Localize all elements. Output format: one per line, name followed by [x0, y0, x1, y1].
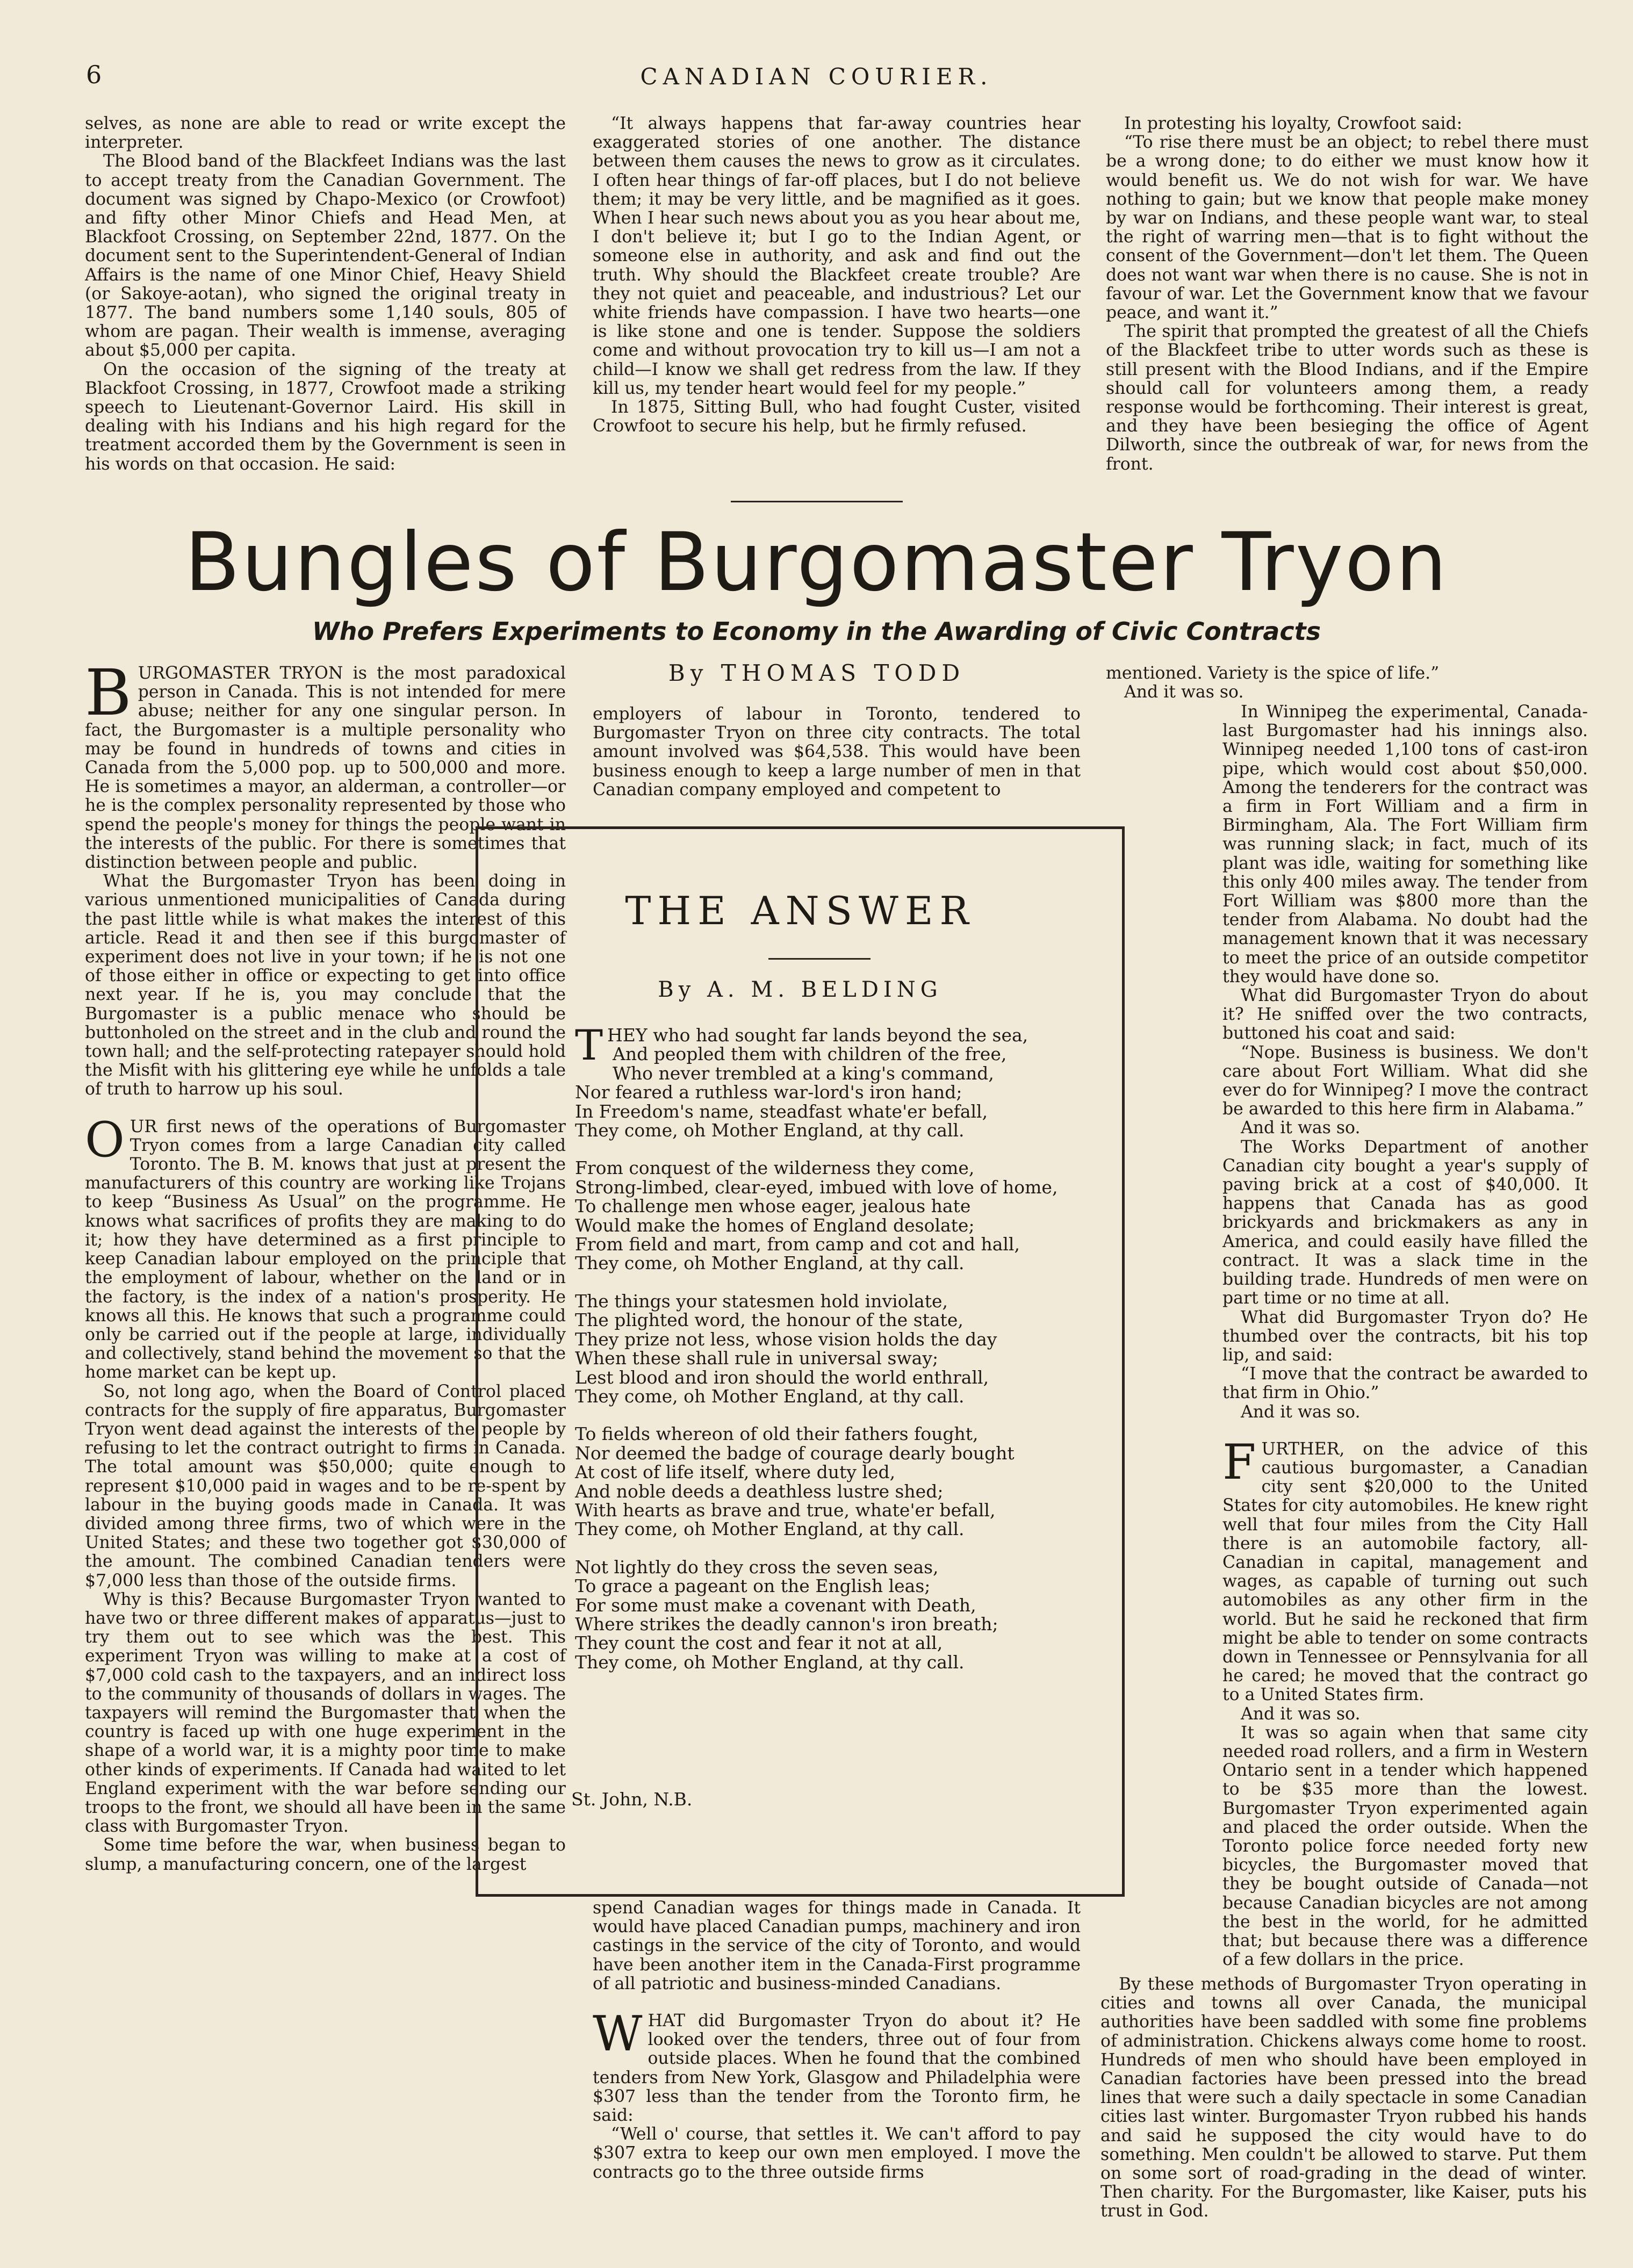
- article-headline: Bungles of Burgomaster Tryon: [184, 516, 1449, 609]
- paragraph: “To rise there must be an object; to rebel there must be a wrong done; to do either we must know how it would benefit us. We do not wish for war. We have nothing to gain; but we know that people make money by war on Indians, and these people want war, to steal the right of warring men—that is to fight without the consent of the Government—don't let them. The Queen does not want war when there is no cause. She is not in favour of war. Let the Government know that we favour peace, and want it.”: [1106, 133, 1588, 323]
- poem-line: When these shall rule in universal sway;: [575, 1348, 939, 1369]
- poem-line: At cost of life itself, where duty led,: [575, 1461, 896, 1483]
- poem-line: They come, oh Mother England, at thy call.: [575, 1252, 965, 1274]
- running-head: CANADIAN COURIER.: [640, 63, 993, 90]
- paragraph: selves, as none are able to read or write except the interpreter.: [85, 114, 566, 153]
- poem-line: In Freedom's name, steadfast whate'er befall,: [575, 1100, 988, 1122]
- poem-line: Who never trembled at a king's command,: [613, 1062, 994, 1084]
- paragraph: And it was so.: [1124, 682, 1244, 702]
- poem-line: For some must make a covenant with Death,: [575, 1594, 976, 1616]
- article-column-3-bottom: [1100, 1975, 1587, 2221]
- section-divider: [731, 501, 903, 502]
- poem-line: And noble deeds a deathless lustre shed;: [575, 1480, 944, 1502]
- poem-line: Lest blood and iron should the world enthrall,: [575, 1366, 989, 1388]
- page-number: 6: [86, 60, 102, 89]
- drop-cap: F: [1222, 1434, 1256, 1491]
- poem-line: The plighted word, the honour of the state,: [575, 1309, 963, 1331]
- paragraph: BURGOMASTER TRYON is the most paradoxical person in Canada. This is not intended for mere abuse; neither for any one singular person. In fact, the Burgomaster is a multiple personality who may be found in hundreds of towns and cities in Canada from the 5,000 pop. up to 500,000 and more. He is sometimes a mayor, an alderman, a controller—or he is the complex personality represented by those who spend the people's money for things the people want in the interests of the public. For there is sometimes that distinction between people and public.: [85, 656, 566, 873]
- paragraph: In protesting his loyalty, Crowfoot said:: [1124, 114, 1463, 133]
- paragraph: In 1875, Sitting Bull, who had fought Custer, visited Crowfoot to secure his help, but he firmly refused.: [593, 398, 1081, 436]
- paragraph: employers of labour in Toronto, tendered to Burgomaster Tryon on three city contracts. The total amount involved was $64,538. This would have been business enough to keep a large number of men in that Canadian company employed and competent to: [593, 704, 1081, 800]
- poem-line: Where strikes the deadly cannon's iron breath;: [575, 1613, 998, 1635]
- paragraph: Why is this? Because Burgomaster Tryon wanted to have two or three different makes of apparatus—just to try them out to see which was the best. This experiment Tryon was willing to make at a cost of $7,000 cold cash to the taxpayers, and an indirect loss to the community of thousands of dollars in wages. The taxpayers will remind the Burgomaster that when the country is faced up with one huge experiment in the shape of a world war, it is a mighty poor time to make other kinds of experiments. If Canada had waited to let England experiment with the war before sending our troops to the front, we should all have been in the same class with Burgomaster Tryon.: [85, 1589, 566, 1837]
- stanza: [575, 1424, 1091, 1538]
- paragraph: WHAT did Burgomaster Tryon do about it? He looked over the tenders, three out of four from outside places. When he found that the combined tenders from New York, Glasgow and Philadelphia were $307 less than the tender from the Toronto firm, he said:: [593, 2006, 1081, 2126]
- stanza: [575, 1558, 1091, 1672]
- paragraph: It was so again when that same city needed road rollers, and a firm in Western Ontario sent in a tender which happened to be $35 more than the lowest. Burgomaster Tryon experimented again and placed the order outside. When the Toronto police force needed forty new bicycles, the Burgomaster moved that they be bought outside of Canada—not because Canadian bicycles are not among the best in the world, for he admitted that; but because there was a difference of a few dollars in the price.: [1222, 1723, 1588, 1970]
- drop-cap: T: [575, 1021, 603, 1070]
- paragraph: And it was so.: [1241, 1118, 1361, 1138]
- paragraph: spend Canadian wages for things made in Canada. It would have placed Canadian pumps, machinery and iron castings in the service of the city of Toronto, and would have been another item in the Canada-First programme of all patriotic and business-minded Canadians.: [593, 1898, 1081, 1993]
- poem-line: Nor deemed the badge of courage dearly bought: [575, 1442, 1015, 1464]
- paragraph: The spirit that prompted the greatest of all the Chiefs of the Blackfeet tribe to utter words such as these is still present with the Blood Indians, and if the Empire should call for volunteers among them, a ready response would be forthcoming. Their interest is great, and they have been besieging the office of Agent Dilworth, since the outbreak of war, for news from the front.: [1106, 322, 1588, 474]
- stanza: [575, 1158, 1091, 1272]
- poem-line: Would make the homes of England desolate;: [575, 1214, 975, 1236]
- paragraph: Some time before the war, when business began to slump, a manufacturing concern, one of the largest: [85, 1835, 566, 1874]
- top-column-3: [1106, 114, 1588, 474]
- poem-body: [575, 1021, 1091, 1690]
- article-column-3-narrow: [1222, 703, 1588, 1969]
- poem-title: THE ANSWER: [625, 888, 975, 933]
- paragraph: What the Burgomaster Tryon has been doing in various unmentioned municipalities of Canada during the past little while is what makes the interest of this article. Read it and then see if this burgomaster of experiment does not live in your town; if he is not one of those either in office or expecting to get into office next year. If he is, you may conclude that the Burgomaster is a public menace who should be buttonholed on the street and in the club and round the town hall; and the self-protecting ratepayer should hold the Misfit with his glittering eye while he unfolds a tale of truth to harrow up his soul.: [85, 872, 566, 1099]
- stanza: [575, 1292, 1091, 1406]
- article-column-2-top: [593, 705, 1081, 800]
- poem-line: With hearts as brave and true, whate'er befall,: [575, 1499, 996, 1521]
- paragraph: On the occasion of the signing of the treaty at Blackfoot Crossing, in 1877, Crowfoot made a striking speech to Lieutenant-Governor Laird. His skill in dealing with his Indians and his high regard for the treatment accorded them by the Government is seen in his words on that occasion. He said:: [85, 359, 566, 474]
- poem-line: They come, oh Mother England, at thy call.: [575, 1651, 965, 1673]
- stanza: [575, 1021, 1091, 1141]
- paragraph: What did Burgomaster Tryon do? He thumbed over the contracts, bit his top lip, and said:: [1222, 1307, 1588, 1365]
- poem-line: To grace a pageant on the English leas;: [575, 1575, 931, 1597]
- poem-rule: [768, 958, 871, 960]
- paragraph: By these methods of Burgomaster Tryon operating in cities and towns all over Canada, the municipal authorities have been saddled with some fine problems of administration. Chickens always come home to roost. Hundreds of men who should have been employed in Canadian factories have been pressed into the bread lines that were such a daily spectacle in some Canadian cities last winter. Burgomaster Tryon rubbed his hands and said he supposed the city would have to do something. Men couldn't be allowed to starve. Put them on some sort of road-grading in the dead of winter. Then charity. For the Burgomaster, like Kaiser, puts his trust in God.: [1100, 1975, 1587, 2221]
- article-byline: By THOMAS TODD: [668, 660, 966, 686]
- paragraph: OUR first news of the operations of Burgomaster Tryon comes from a large Canadian city called Toronto. The B. M. knows that just at present the manufacturers of this country are working like Trojans to keep “Business As Usual” on the programme. He knows what sacrifices of profits they are making to do it; how they have determined as a first principle to keep Canadian labour employed on the principle that the employment of labour, whether on the land or in the factory, is the index of a nation's prosperity. He knows all this. He knows that such a programme could only be carried out if the people at large, individually and collectively, stand behind the movement so that the home market can be kept up.: [85, 1111, 566, 1383]
- article-column-3-top: [1106, 664, 1588, 702]
- poem-line: To challenge men whose eager, jealous hate: [575, 1196, 971, 1217]
- paragraph: So, not long ago, when the Board of Control placed contracts for the supply of fire apparatus, Burgomaster Tryon went dead against the interests of the people by refusing to let the contract outright to firms in Canada. The total amount was $50,000; quite enough to represent $10,000 paid in wages and to be re-spent by labour in the buying goods made in Canada. It was divided among three firms, two of which were in the United States; and these two together got $30,000 of the amount. The combined Canadian tenders were $7,000 less than those of the outside firms.: [85, 1381, 566, 1590]
- poem-line: The things your statesmen hold inviolate,: [575, 1290, 948, 1312]
- poem-line: Not lightly do they cross the seven seas,: [575, 1556, 939, 1578]
- paragraph: “Well o' course, that settles it. We can't afford to pay $307 extra to keep our own men employed. I move the contracts go to the three outside firms: [593, 2125, 1081, 2182]
- drop-cap: W: [593, 2006, 643, 2063]
- drop-cap: B: [85, 656, 132, 730]
- article-deck: Who Prefers Experiments to Economy in the Awarding of Civic Contracts: [312, 617, 1321, 646]
- poem-line: They come, oh Mother England, at thy call.: [575, 1120, 965, 1141]
- article-column-2-bottom: [593, 1899, 1081, 2182]
- poem-line: They come, oh Mother England, at thy call.: [575, 1385, 965, 1407]
- poem-line: They come, oh Mother England, at thy call.: [575, 1518, 965, 1540]
- paragraph: The Works Department of another Canadian city bought a year's supply of paving brick at a cost of $40,000. It happens that Canada has as good brickyards and brickmakers as any in America, and could easily have filled the contract. It was a slack time in the building trade. Hundreds of men were on part time or no time at all.: [1222, 1137, 1588, 1308]
- poem-signature: St. John, N.B.: [571, 1789, 693, 1810]
- poem-byline: By A. M. BELDING: [658, 977, 943, 1002]
- paragraph: The Blood band of the Blackfeet Indians was the last to accept treaty from the Canadian Government. The document was signed by Chapo-Mexico (or Crowfoot) and fifty other Minor Chiefs and Head Men, at Blackfoot Crossing, on September 22nd, 1877. On the document sent to the Superintendent-General of Indian Affairs is the name of one Minor Chief, Heavy Shield (or Sakoye-aotan), who signed the original treaty in 1877. The band numbers some 1,140 souls, 805 of whom are pagan. Their wealth is immense, averaging about $5,000 per capita.: [85, 152, 566, 361]
- paragraph: mentioned. Variety is the spice of life.”: [1106, 664, 1440, 683]
- paragraph: “Nope. Business is business. We don't care about Fort William. What did she ever do for Winnipeg? I move the contract be awarded to this here firm in Alabama.”: [1222, 1042, 1588, 1119]
- top-column-2: [593, 114, 1081, 436]
- drop-cap: O: [85, 1111, 125, 1168]
- paragraph: “I move that the contract be awarded to that firm in Ohio.”: [1222, 1364, 1588, 1403]
- paragraph: And it was so.: [1241, 1402, 1361, 1422]
- poem-line: Nor feared a ruthless war-lord's iron hand;: [575, 1082, 962, 1103]
- paragraph: FURTHER, on the advice of this cautious burgomaster, a Canadian city sent $20,000 to the United States for city automobiles. He knew right well that four miles from the City Hall there is an automobile factory, all-Canadian in capital, management and wages, as capable of turning out such automobiles as any other firm in the world. But he said he reckoned that firm might be able to tender on some contracts down in Tennessee or Pennsylvania for all he cared; he moved that the contract go to a United States firm.: [1222, 1434, 1588, 1705]
- paragraph: What did Burgomaster Tryon do about it? He sniffed over the two contracts, buttoned his coat and said:: [1222, 986, 1588, 1043]
- poem-box: [476, 826, 1125, 1897]
- poem-line: From field and mart, from camp and cot and hall,: [575, 1234, 1020, 1255]
- top-column-1: [85, 114, 566, 474]
- poem-line: They prize not less, whose vision holds the day: [575, 1328, 997, 1350]
- poem-line: Strong-limbed, clear-eyed, imbued with love of home,: [575, 1176, 1058, 1198]
- paragraph: In Winnipeg the experimental, Canada-last Burgomaster had his innings also. Winnipeg needed 1,100 tons of cast-iron pipe, which would cost about $50,000. Among the tenderers for the contract was a firm in Fort William and a firm in Birmingham, Ala. The Fort William firm was running slack; in fact, much of its plant was idle, waiting for something like this only 400 miles away. The tender from Fort William was $800 more than the tender from Alabama. No doubt had the management known that it was necessary to meet the price of an outside competitor they would have done so.: [1222, 702, 1588, 987]
- poem-line: From conquest of the wilderness they come,: [575, 1157, 975, 1179]
- poem-line: They count the cost and fear it not at all,: [575, 1632, 943, 1654]
- poem-line: To fields whereon of old their fathers fought,: [575, 1423, 979, 1445]
- paragraph: “It always happens that far-away countries hear exaggerated stories of one another. The distance between them causes the news to grow as it circulates. I often hear things of far-off places, but I do not believe them; it may be very little, and be magnified as it goes. When I hear such news about you as you hear about me, I don't believe it; but I go to the Indian Agent, or someone else in authority, and ask and find out the truth. Why should the Blackfeet create trouble? Are they not quiet and peaceable, and industrious? Let our white friends have compassion. I have two hearts—one is like stone and one is tender. Suppose the soldiers come and without provocation try to kill us—I am not a child—I know we shall get redress from the law. If they kill us, my tender heart would feel for my people.”: [593, 114, 1081, 398]
- poem-line: And peopled them with children of the free,: [613, 1043, 1007, 1065]
- paragraph: And it was so.: [1241, 1704, 1361, 1724]
- poem-line: THEY who had sought far lands beyond the sea,: [575, 1021, 1028, 1070]
